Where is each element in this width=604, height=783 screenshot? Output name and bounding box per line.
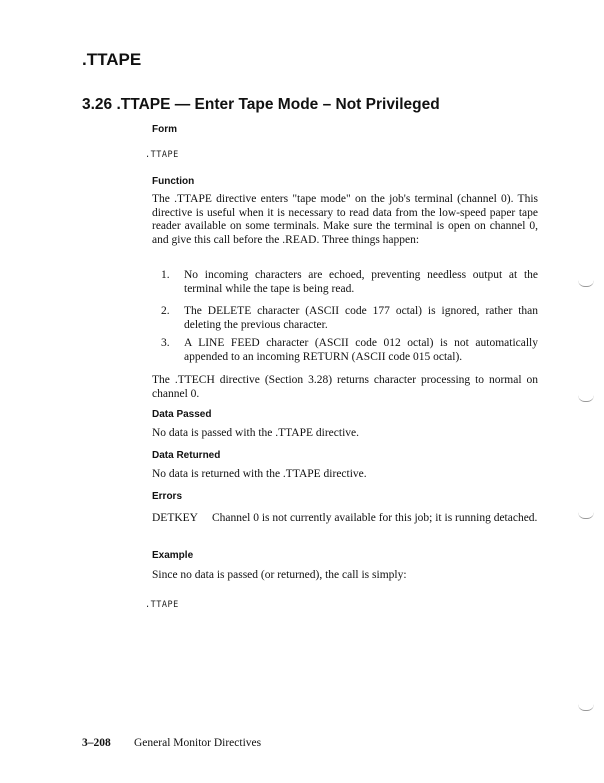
list-item-number: 1. (161, 269, 170, 281)
footer-title: General Monitor Directives (134, 737, 262, 749)
function-closing: The .TTECH directive (Section 3.28) returns character processing to normal on channel 0. (152, 374, 538, 400)
data-passed-heading: Data Passed (152, 409, 212, 420)
example-heading: Example (152, 550, 194, 561)
function-heading: Function (152, 176, 195, 187)
error-description: Channel 0 is not currently available for this job; it is running detached. (212, 512, 538, 524)
list-item-number: 3. (161, 337, 170, 349)
scan-edge-mark (578, 395, 594, 402)
list-item: A LINE FEED character (ASCII code 012 octal) is not automatically appended to an incoming RETURN (ASCII code 015 octal). (184, 337, 538, 363)
error-code: DETKEY (152, 512, 198, 524)
running-head: .TTAPE (82, 50, 142, 69)
data-passed-text: No data is passed with the .TTAPE directive. (152, 427, 359, 439)
scan-edge-mark (578, 280, 594, 287)
list-item-number: 2. (161, 305, 170, 317)
form-heading: Form (152, 124, 177, 135)
data-returned-text: No data is returned with the .TTAPE directive. (152, 468, 367, 480)
example-code: .TTAPE (145, 600, 179, 610)
data-returned-heading: Data Returned (152, 450, 221, 461)
section-title: 3.26 .TTAPE — Enter Tape Mode – Not Privileged (82, 96, 440, 113)
list-item: No incoming characters are echoed, preventing needless output at the terminal while the tape is being read. (184, 269, 538, 295)
scan-edge-mark (578, 704, 594, 711)
footer-page-number: 3–208 (82, 737, 111, 749)
function-intro: The .TTAPE directive enters "tape mode" on the job's terminal (channel 0). This directive is useful when it is necessary to read data from the low-speed paper tape reader available on some terminals. Make sure the terminal is open on channel 0, and give this call before the .READ. Three things happen: (152, 193, 538, 246)
errors-heading: Errors (152, 491, 183, 502)
form-code: .TTAPE (145, 150, 179, 160)
list-item: The DELETE character (ASCII code 177 octal) is ignored, rather than deleting the previous character. (184, 305, 538, 331)
example-text: Since no data is passed (or returned), the call is simply: (152, 569, 407, 581)
scan-edge-mark (578, 512, 594, 519)
